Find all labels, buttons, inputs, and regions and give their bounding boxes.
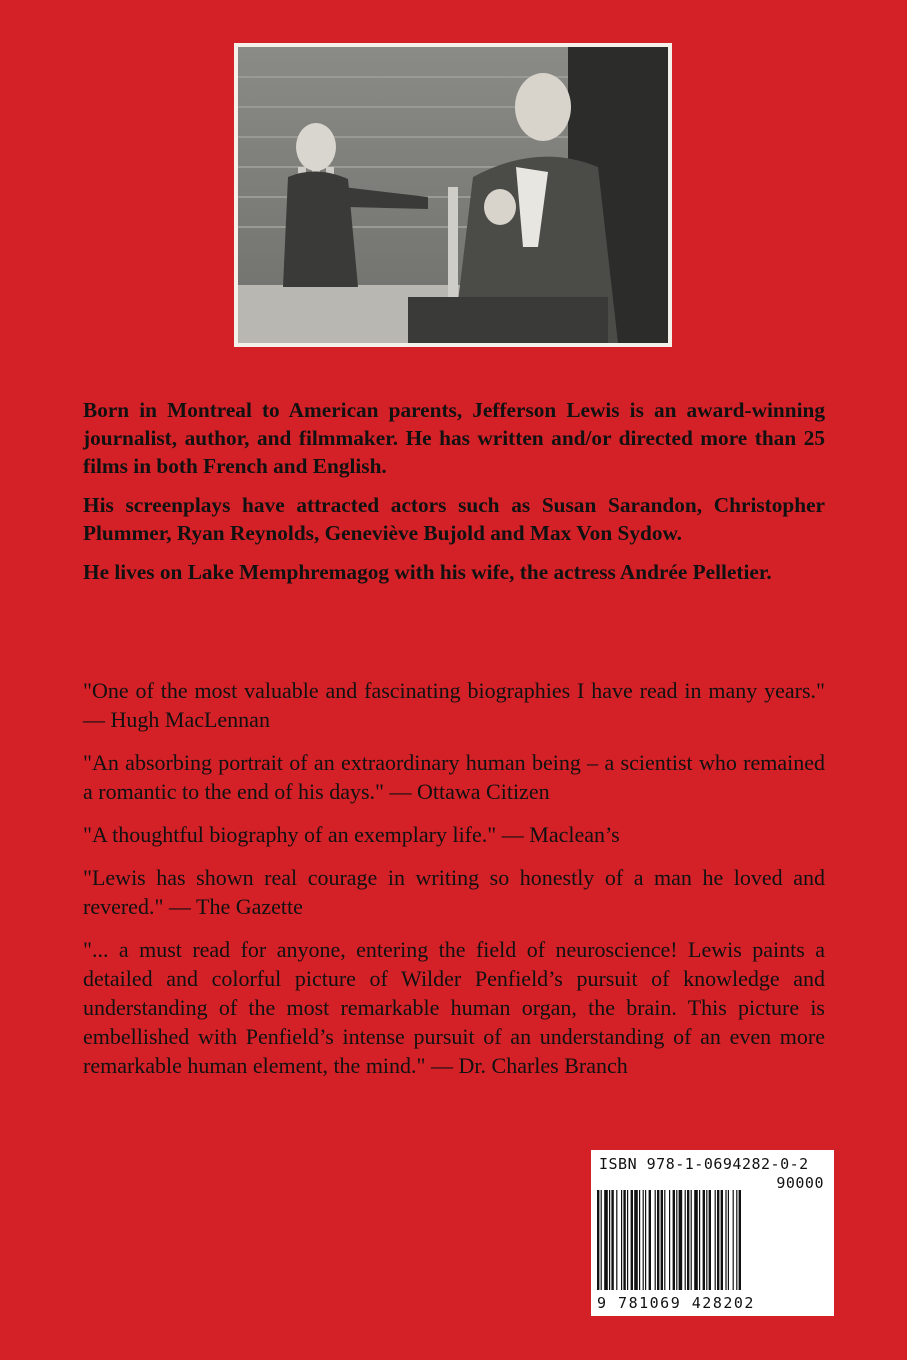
isbn-text: ISBN 978-1-0694282-0-2 (599, 1155, 809, 1173)
price-code: 90000 (776, 1174, 824, 1192)
bio-paragraph: He lives on Lake Memphremagog with his wife, the actress Andrée Pelletier. (83, 560, 772, 584)
review-quote: "Lewis has shown real courage in writing so honestly of a man he loved and revered." — The Gazette (83, 865, 825, 919)
photo-man-and-boy-icon (238, 47, 668, 343)
review-quote: "One of the most valuable and fascinating biographies I have read in many years." — Hugh MacLennan (83, 678, 825, 732)
bio-paragraph: Born in Montreal to American parents, Jefferson Lewis is an award-winning journalist, author, and filmmaker. He has written and/or directed more than 25 films in both French and English. (83, 398, 825, 478)
review-quote: "An absorbing portrait of an extraordinary human being – a scientist who remained a romantic to the end of his days." — Ottawa Citizen (83, 750, 825, 804)
review-quote: "... a must read for anyone, entering the field of neuroscience! Lewis paints a detailed and colorful picture of Wilder Penfield’s pursuit of knowledge and understanding of the most remarkable human organ, the brain. This picture is embellished with Penfield’s intense pursuit of an understanding of an even more remarkable human element, the mind." — Dr. Charles Branch (83, 937, 825, 1078)
author-bio (83, 396, 825, 597)
bio-paragraph: His screenplays have attracted actors such as Susan Sarandon, Christopher Plummer, Ryan Reynolds, Geneviève Bujold and Max Von Sydow. (83, 493, 825, 545)
review-quotes (83, 676, 825, 1094)
ean-number: 9 781069 428202 (597, 1294, 828, 1312)
cover-photo (234, 43, 672, 347)
review-quote: "A thoughtful biography of an exemplary life." — Maclean’s (83, 822, 620, 847)
barcode-bars-icon (597, 1190, 828, 1290)
isbn-barcode (591, 1150, 834, 1316)
